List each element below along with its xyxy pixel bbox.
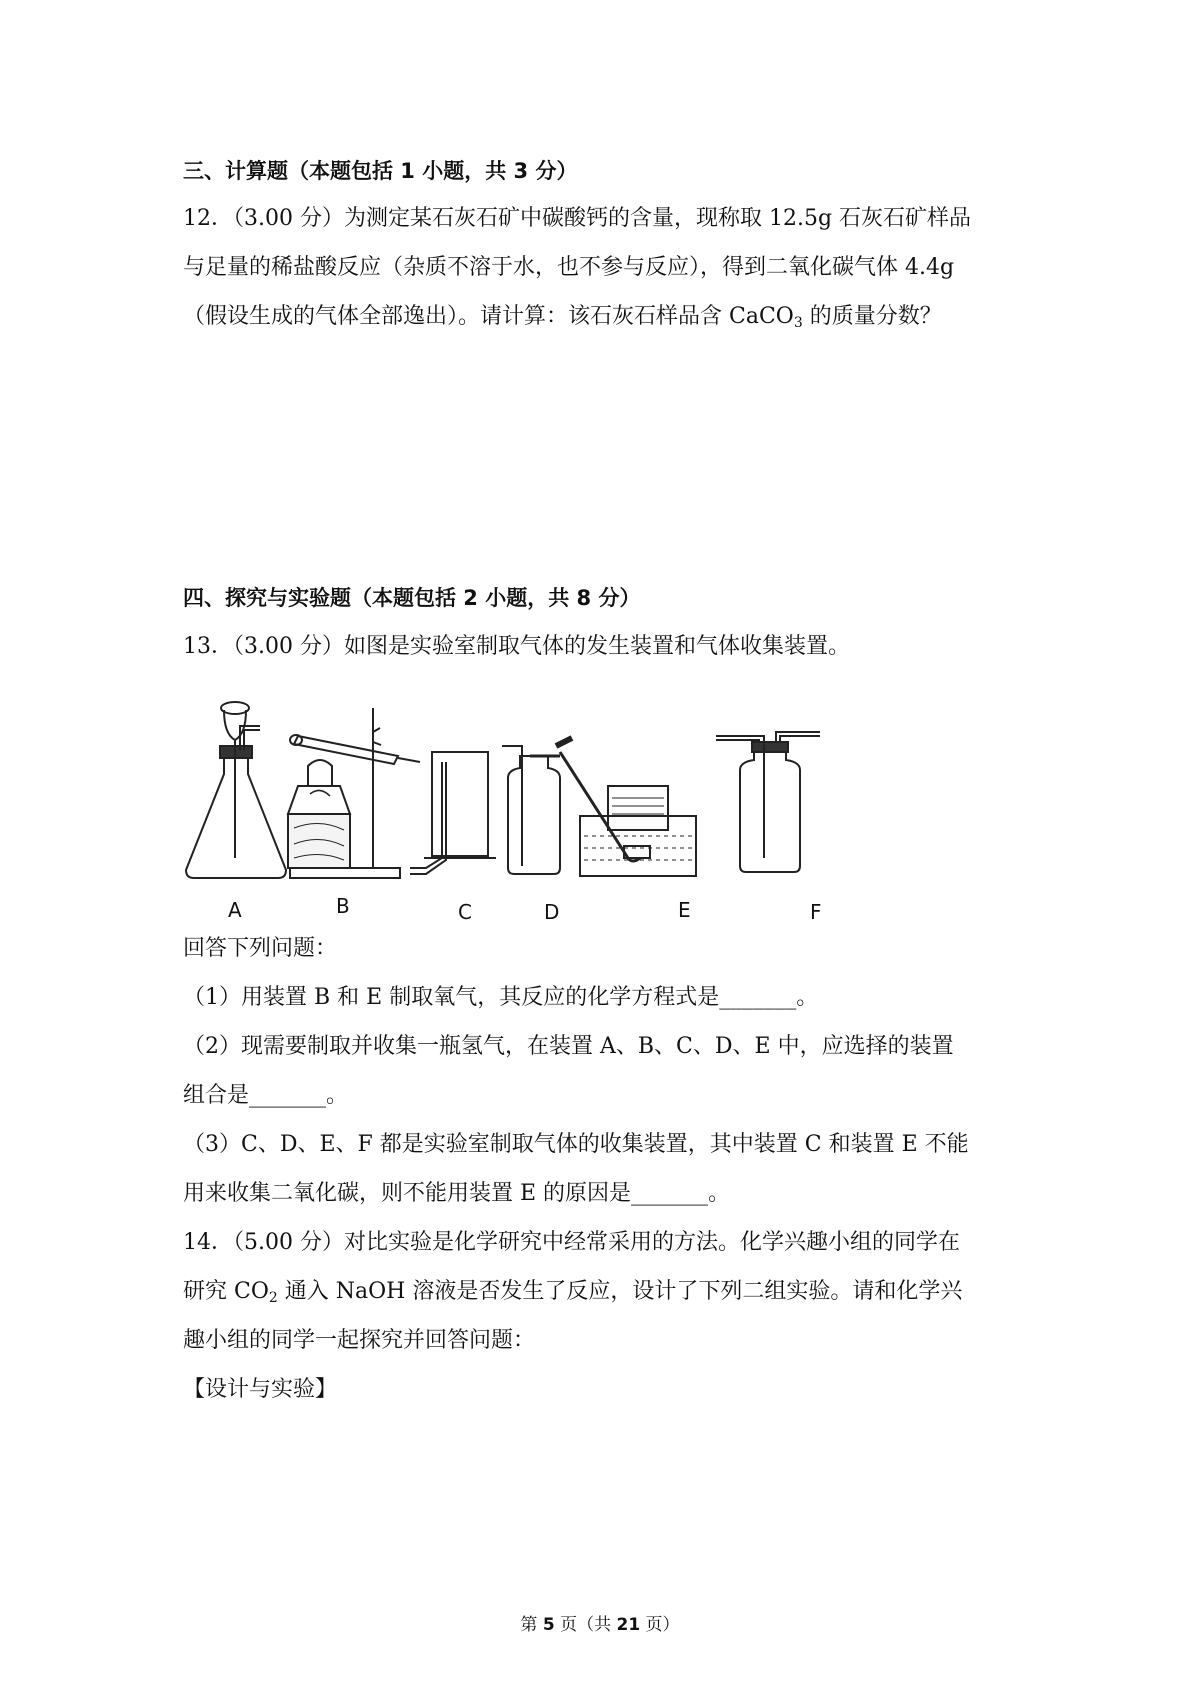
q13-part-2-line-2: 组合是_______。 [183, 1083, 349, 1108]
apparatus-d [502, 746, 560, 874]
section-4-heading: 四、探究与实验题（本题包括 2 小题，共 8 分） [183, 586, 641, 610]
q13-prompt: 回答下列问题： [183, 936, 338, 961]
q14-line-1: 14．（5.00 分）对比实验是化学研究中经常采用的方法。化学兴趣小组的同学在 [183, 1230, 960, 1255]
footer-mid: 页（共 [554, 1615, 617, 1635]
q12-line-3 [183, 302, 942, 332]
label-e: E [678, 898, 691, 922]
q14-line-2 [183, 1277, 962, 1307]
q12-line-3-text: （假设生成的气体全部逸出）。请计算：该石灰石样品含 CaCO [183, 304, 794, 329]
q13-part-1: （1）用装置 B 和 E 制取氧气，其反应的化学方程式是_______。 [183, 985, 819, 1010]
apparatus-f [716, 732, 820, 872]
apparatus-c [410, 752, 496, 874]
apparatus-figure [180, 698, 880, 930]
footer-page-number: 5 [542, 1615, 555, 1635]
apparatus-a [186, 702, 286, 878]
q13-part-3-line-2: 用来收集二氧化碳，则不能用装置 E 的原因是_______。 [183, 1181, 731, 1206]
page-footer [0, 1610, 1200, 1635]
label-a: A [228, 898, 242, 922]
label-f: F [810, 900, 822, 924]
apparatus-b [288, 708, 420, 878]
q12-line-1: 12．（3.00 分）为测定某石灰石矿中碳酸钙的含量，现称取 12.5g 石灰石矿样品 [183, 206, 972, 231]
caco3-subscript: 3 [793, 315, 803, 331]
label-d: D [544, 900, 560, 924]
q14-line-3: 趣小组的同学一起探究并回答问题： [183, 1328, 536, 1353]
q12-line-2: 与足量的稀盐酸反应（杂质不溶于水，也不参与反应），得到二氧化碳气体 4.4g [183, 255, 955, 280]
q13-intro: 13．（3.00 分）如图是实验室制取气体的发生装置和气体收集装置。 [183, 634, 850, 659]
footer-total-pages: 21 [616, 1615, 641, 1635]
section-3-heading: 三、计算题（本题包括 1 小题，共 3 分） [183, 159, 578, 183]
label-b: B [336, 894, 350, 918]
co2-subscript: 2 [268, 1290, 278, 1306]
footer-pre: 第 [520, 1615, 543, 1635]
label-c: C [458, 900, 472, 924]
apparatus-diagram [180, 698, 880, 930]
q14-line-4: 【设计与实验】 [183, 1377, 338, 1402]
q13-part-2-line-1: （2）现需要制取并收集一瓶氢气，在装置 A、B、C、D、E 中，应选择的装置 [183, 1034, 954, 1059]
q14-line-2-tail: 通入 NaOH 溶液是否发生了反应，设计了下列二组实验。请和化学兴 [277, 1279, 963, 1304]
q12-line-3-tail: 的质量分数？ [802, 304, 942, 329]
q13-part-3-line-1: （3）C、D、E、F 都是实验室制取气体的收集装置，其中装置 C 和装置 E 不能 [183, 1132, 969, 1157]
footer-post: 页） [640, 1615, 680, 1635]
apparatus-e [556, 738, 696, 876]
q14-line-2-text: 研究 CO [183, 1279, 269, 1304]
